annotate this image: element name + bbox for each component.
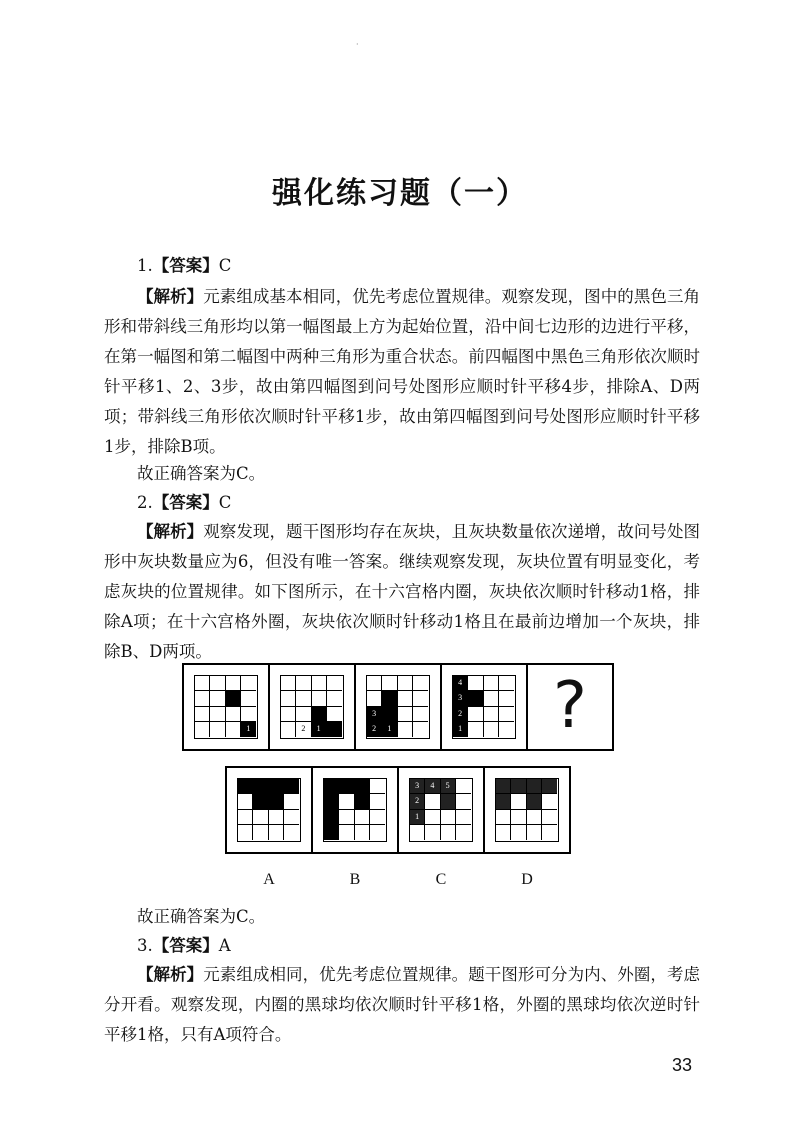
grid-cell-number: 4 — [430, 781, 435, 790]
q1-answer-label: 【答案】 — [152, 256, 219, 275]
grid-cell — [296, 707, 311, 722]
grid-cell — [355, 794, 370, 809]
page-number: 33 — [672, 1055, 693, 1075]
option-label-a: A — [263, 871, 275, 888]
q2-answer-head — [137, 489, 231, 513]
grid-cell — [324, 779, 339, 794]
grid-cell — [453, 707, 468, 722]
q3-answer-label: 【答案】 — [152, 936, 219, 955]
grid-16 — [323, 778, 387, 842]
grid-cell — [269, 779, 284, 794]
grid-16 — [280, 675, 344, 739]
q2-number: 2. — [137, 493, 153, 512]
grid-cell — [441, 794, 456, 809]
grid-cell — [312, 676, 327, 691]
grid-cell — [527, 779, 542, 794]
q2-analysis-text: 观察发现，题干图形均存在灰块，且灰块数量依次递增，故问号处图形中灰块数量应为6，但没有唯一答案。继续观察发现，灰块位置有明显变化，考虑灰块的位置规律。如下图所示，在十六宫格内圈，灰块依次顺时针移动1格，排除A项；在十六宫格外圈，灰块依次顺时针移动1格且在最前边增加一个灰块，排除B、D两项。 — [104, 522, 701, 661]
grid-cell — [542, 779, 557, 794]
grid-cell — [425, 794, 440, 809]
grid-cell — [370, 779, 385, 794]
grid-cell — [327, 707, 342, 722]
grid-16 — [495, 778, 559, 842]
grid-cell — [398, 676, 413, 691]
grid-cell — [210, 707, 225, 722]
q1-conclusion: 故正确答案为C。 — [137, 464, 266, 483]
option-figure-d — [485, 768, 569, 852]
grid-cell — [238, 794, 253, 809]
stem-figure-1 — [184, 665, 270, 749]
grid-cell — [542, 810, 557, 825]
grid-cell — [355, 779, 370, 794]
header-dot: · — [356, 40, 359, 49]
grid-16 — [366, 675, 430, 739]
grid-cell-number: 1 — [387, 723, 392, 733]
grid-cell — [367, 707, 382, 722]
q3-analysis-label: 【解析】 — [137, 965, 204, 984]
option-label-b: B — [349, 871, 361, 888]
grid-cell — [253, 825, 268, 840]
grid-cell — [195, 722, 210, 737]
grid-cell — [281, 722, 296, 737]
option-figure-a — [227, 768, 313, 852]
q2-analysis-label: 【解析】 — [137, 522, 204, 541]
grid-cell — [413, 707, 428, 722]
grid-cell — [499, 722, 514, 737]
grid-cell — [367, 676, 382, 691]
grid-cell — [241, 676, 256, 691]
option-figure-c — [399, 768, 485, 852]
grid-cell — [468, 691, 483, 706]
grid-16 — [194, 675, 258, 739]
q2-stem-box — [182, 663, 614, 751]
grid-cell — [253, 794, 268, 809]
grid-cell — [484, 676, 499, 691]
grid-cell — [484, 707, 499, 722]
grid-cell — [269, 794, 284, 809]
q1-analysis — [104, 282, 700, 462]
grid-cell — [210, 691, 225, 706]
grid-cell — [370, 825, 385, 840]
grid-cell — [456, 794, 471, 809]
grid-cell — [327, 676, 342, 691]
grid-16 — [409, 778, 473, 842]
grid-cell — [382, 707, 397, 722]
grid-cell — [269, 810, 284, 825]
grid-cell-number: 5 — [445, 781, 450, 790]
grid-16 — [452, 675, 516, 739]
grid-cell — [226, 691, 241, 706]
grid-cell — [496, 810, 511, 825]
q2-option-box — [225, 766, 571, 854]
grid-cell — [382, 676, 397, 691]
grid-cell — [425, 825, 440, 840]
q1-analysis-text: 元素组成基本相同，优先考虑位置规律。观察发现，图中的黑色三角形和带斜线三角形均以第一幅图最上方为起始位置，沿中间七边形的边进行平移，在第一幅图和第二幅图中两种三角形为重合状态。前四幅图中黑色三角形依次顺时针平移1、2、3步，故由第四幅图到问号处图形应顺时针平移4步，排除A、D两项；带斜线三角形依次顺时针平移1步，故由第四幅图到问号处图形应顺时针平移1步，排除B项。 — [104, 287, 701, 456]
grid-cell — [296, 691, 311, 706]
grid-cell-number: 1 — [316, 723, 321, 733]
grid-cell — [398, 691, 413, 706]
grid-cell — [413, 676, 428, 691]
grid-cell — [238, 825, 253, 840]
grid-cell — [312, 722, 327, 737]
grid-cell-number: 3 — [415, 781, 420, 790]
grid-cell — [296, 722, 311, 737]
grid-cell — [284, 810, 299, 825]
grid-cell — [370, 810, 385, 825]
grid-cell — [382, 691, 397, 706]
grid-cell — [468, 676, 483, 691]
grid-cell — [241, 691, 256, 706]
grid-cell — [496, 794, 511, 809]
grid-cell — [195, 691, 210, 706]
grid-cell — [453, 676, 468, 691]
grid-cell — [210, 676, 225, 691]
grid-cell — [456, 825, 471, 840]
grid-cell — [527, 794, 542, 809]
grid-cell — [269, 825, 284, 840]
grid-cell-number: 2 — [301, 723, 306, 733]
q2-answer-label: 【答案】 — [152, 493, 219, 512]
grid-16 — [237, 778, 301, 842]
grid-cell — [324, 825, 339, 840]
q1-analysis-label: 【解析】 — [137, 287, 204, 306]
option-label-d: D — [521, 871, 533, 888]
grid-cell-number: 3 — [458, 693, 463, 703]
grid-cell — [425, 810, 440, 825]
grid-cell — [226, 676, 241, 691]
grid-cell — [367, 722, 382, 737]
q2-conclusion: 故正确答案为C。 — [137, 907, 266, 926]
grid-cell — [413, 691, 428, 706]
grid-cell — [355, 825, 370, 840]
stem-figure-3 — [356, 665, 442, 749]
q2-stem-figures — [182, 663, 614, 751]
q2-answer-value: C — [218, 493, 232, 512]
grid-cell — [453, 691, 468, 706]
grid-cell — [484, 722, 499, 737]
grid-cell — [425, 779, 440, 794]
grid-cell — [441, 810, 456, 825]
grid-cell-number: 2 — [415, 796, 420, 806]
grid-cell-number: 1 — [458, 723, 463, 733]
q1-answer-value: C — [218, 256, 232, 275]
grid-cell — [410, 825, 425, 840]
grid-cell — [382, 722, 397, 737]
grid-cell — [453, 722, 468, 737]
grid-cell-number: 2 — [458, 708, 463, 718]
grid-cell — [410, 810, 425, 825]
q3-number: 3. — [137, 936, 153, 955]
grid-cell — [253, 810, 268, 825]
grid-cell — [511, 794, 526, 809]
grid-cell — [281, 707, 296, 722]
grid-cell — [226, 722, 241, 737]
grid-cell — [456, 779, 471, 794]
grid-cell — [355, 810, 370, 825]
grid-cell — [284, 779, 299, 794]
grid-cell — [339, 794, 354, 809]
q3-analysis — [104, 960, 700, 1050]
grid-cell — [210, 722, 225, 737]
grid-cell — [542, 825, 557, 840]
option-label-c: C — [435, 871, 447, 888]
grid-cell-number: 1 — [415, 811, 420, 821]
grid-cell-number: 1 — [246, 723, 251, 733]
grid-cell — [238, 779, 253, 794]
grid-cell — [281, 691, 296, 706]
stem-figure-4 — [442, 665, 528, 749]
grid-cell — [324, 794, 339, 809]
q1-number: 1. — [137, 256, 153, 275]
grid-cell-number: 4 — [458, 678, 463, 687]
grid-cell — [398, 707, 413, 722]
grid-cell — [441, 779, 456, 794]
grid-cell — [253, 779, 268, 794]
grid-cell — [456, 810, 471, 825]
grid-cell — [327, 722, 342, 737]
grid-cell — [511, 825, 526, 840]
grid-cell — [499, 676, 514, 691]
grid-cell — [195, 676, 210, 691]
q2-option-figures — [225, 766, 571, 854]
grid-cell — [441, 825, 456, 840]
grid-cell — [499, 691, 514, 706]
grid-cell — [195, 707, 210, 722]
grid-cell — [312, 707, 327, 722]
grid-cell — [496, 825, 511, 840]
grid-cell — [312, 691, 327, 706]
page-title: 强化练习题（一） — [272, 176, 528, 211]
q3-analysis-text: 元素组成相同，优先考虑位置规律。题干图形可分为内、外圈，考虑分开看。观察发现，内圈的黑球均依次顺时针平移1格，外圈的黑球均依次逆时针平移1格，只有A项符合。 — [104, 965, 701, 1044]
grid-cell — [241, 722, 256, 737]
grid-cell — [238, 810, 253, 825]
grid-cell — [284, 825, 299, 840]
grid-cell — [339, 810, 354, 825]
grid-cell — [484, 691, 499, 706]
grid-cell — [241, 707, 256, 722]
grid-cell — [511, 779, 526, 794]
grid-cell — [496, 779, 511, 794]
grid-cell — [284, 794, 299, 809]
grid-cell — [281, 676, 296, 691]
grid-cell — [226, 707, 241, 722]
grid-cell — [527, 825, 542, 840]
grid-cell — [398, 722, 413, 737]
grid-cell — [542, 794, 557, 809]
grid-cell — [527, 810, 542, 825]
grid-cell — [339, 779, 354, 794]
stem-figure-2 — [270, 665, 356, 749]
grid-cell-number: 3 — [372, 708, 377, 718]
grid-cell — [413, 722, 428, 737]
q1-answer-head — [137, 252, 231, 276]
option-figure-b — [313, 768, 399, 852]
q3-answer-head — [137, 932, 231, 956]
stem-figure-question — [528, 665, 612, 749]
grid-cell — [327, 691, 342, 706]
grid-cell — [468, 722, 483, 737]
grid-cell — [370, 794, 385, 809]
grid-cell — [499, 707, 514, 722]
grid-cell — [511, 810, 526, 825]
q2-analysis — [104, 517, 700, 667]
grid-cell — [367, 691, 382, 706]
grid-cell — [339, 825, 354, 840]
grid-cell — [410, 794, 425, 809]
grid-cell — [324, 810, 339, 825]
grid-cell — [410, 779, 425, 794]
question-mark: ? — [553, 669, 587, 743]
grid-cell — [468, 707, 483, 722]
grid-cell-number: 2 — [372, 723, 377, 733]
grid-cell — [296, 676, 311, 691]
q3-answer-value: A — [218, 936, 231, 955]
